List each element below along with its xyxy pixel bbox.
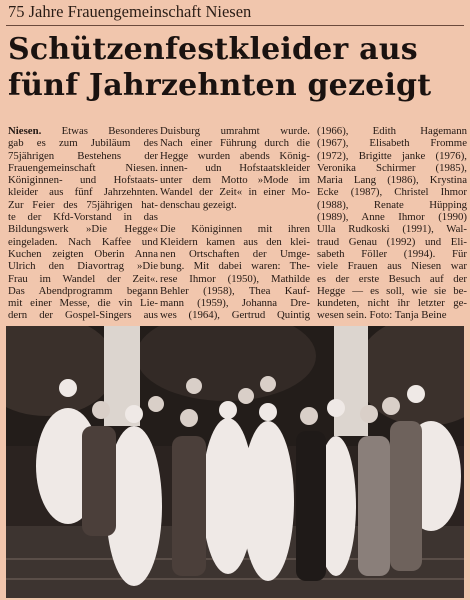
article-column-2	[160, 125, 310, 322]
article-line: (1972), Brigitte janke (1976),	[317, 149, 467, 162]
article-line: kleider aus fünf Jahrzehnten.	[8, 186, 158, 199]
article-line	[8, 125, 158, 137]
article-line: Hegge — es soll, wie sie be-	[317, 284, 467, 297]
article-line: Veronika Schirmer (1985),	[317, 161, 467, 174]
article-line: wes (1964), Gertrud Quintig	[160, 309, 310, 322]
article-line: (1989), Anne Ihmor (1990)	[317, 211, 467, 224]
article-line: Die Königinnen mit ihren	[160, 223, 310, 236]
article-line: gab es zum Jubiläum des	[8, 137, 158, 150]
group-photo-drawing	[6, 326, 464, 598]
article-line: (1967), Elisabeth Fromme	[317, 137, 467, 150]
article-line: Ulla Rudkoski (1991), Wal-	[317, 223, 467, 236]
article-line: viele Frauen aus Niesen war	[317, 260, 467, 273]
article-line: Bildungswerk »Die Hegge«	[8, 223, 158, 236]
article-line-text: Etwas Besonderes	[41, 125, 158, 137]
article-line: Ecke (1987), Christel Ihmor	[317, 186, 467, 199]
article-line: mann (1959), Johanna Dre-	[160, 297, 310, 310]
article-line: Wandel der Zeit« in einer Mo-	[160, 186, 310, 199]
article-line: Nach einer Führung durch die	[160, 137, 310, 150]
article-line: wesen sein. Foto: Tanja Beine	[317, 309, 447, 322]
article-line: Kuchen zeigten Oberin Anna	[8, 247, 158, 260]
article-line: dern der Gospel-Singers aus	[8, 309, 158, 322]
headline	[8, 32, 466, 104]
article-line: nen Ortschaften der Umge-	[160, 247, 310, 260]
article-line: Das Abendprogramm begann	[8, 284, 158, 297]
article-line: Zur Feier des 75jährigen hat-	[8, 198, 158, 211]
article-line: 75jährigen Bestehens der	[8, 149, 158, 162]
article-line: Maria Lang (1986), Krystina	[317, 174, 467, 187]
article-column-3	[317, 125, 467, 322]
article-line: te der Kfd-Vorstand in das	[8, 211, 158, 224]
kicker-line: 75 Jahre Frauengemeinschaft Niesen	[8, 2, 252, 21]
article-line: Frauengemeinschaft Niesen.	[8, 161, 158, 174]
article-line: bung. Mit dabei waren: The-	[160, 260, 310, 273]
article-column-1	[8, 125, 158, 322]
article-line: Ulrich den Diavortrag »Die	[8, 260, 158, 273]
article-line: Kleidern kamen aus den klei-	[160, 235, 310, 248]
headline-line-1: Schützenfestkleider aus	[8, 32, 418, 67]
article-line: Frau im Wandel der Zeit«.	[8, 272, 158, 285]
kicker-rule	[6, 25, 464, 26]
article-line: innen- udn Hofstaatskleider	[160, 161, 310, 174]
article-line: (1988), Renate Hüpping	[317, 198, 467, 211]
article-line: Duisburg umrahmt wurde.	[160, 125, 310, 137]
article-line: denschau gezeigt.	[160, 198, 237, 211]
article-line: Behler (1958), Thea Kauf-	[160, 284, 310, 297]
article-line: mit einer Messe, die vin Lie-	[8, 297, 158, 310]
article-line: traud Genau (1992) und Eli-	[317, 235, 467, 248]
dateline: Niesen.	[8, 125, 42, 137]
article-line: kundeten, nicht ihr letzter ge-	[317, 297, 467, 310]
article-line: Hegge wurden abends König-	[160, 149, 310, 162]
article-line: es der erste Besuch auf der	[317, 272, 467, 285]
article-line: rese Ihmor (1950), Mathilde	[160, 272, 310, 285]
headline-line-2: fünf Jahrzehnten gezeigt	[8, 68, 432, 103]
article-line: eingeladen. Nach Kaffee und	[8, 235, 158, 248]
paragraph-gap	[160, 211, 310, 223]
article-line: Königinnen- und Hofstaats-	[8, 174, 158, 187]
group-photo	[6, 326, 464, 598]
article-line: sabeth Föller (1994). Für	[317, 247, 467, 260]
article-line: (1966), Edith Hagemann	[317, 125, 467, 137]
article-line: unter dem Motto »Mode im	[160, 174, 310, 187]
